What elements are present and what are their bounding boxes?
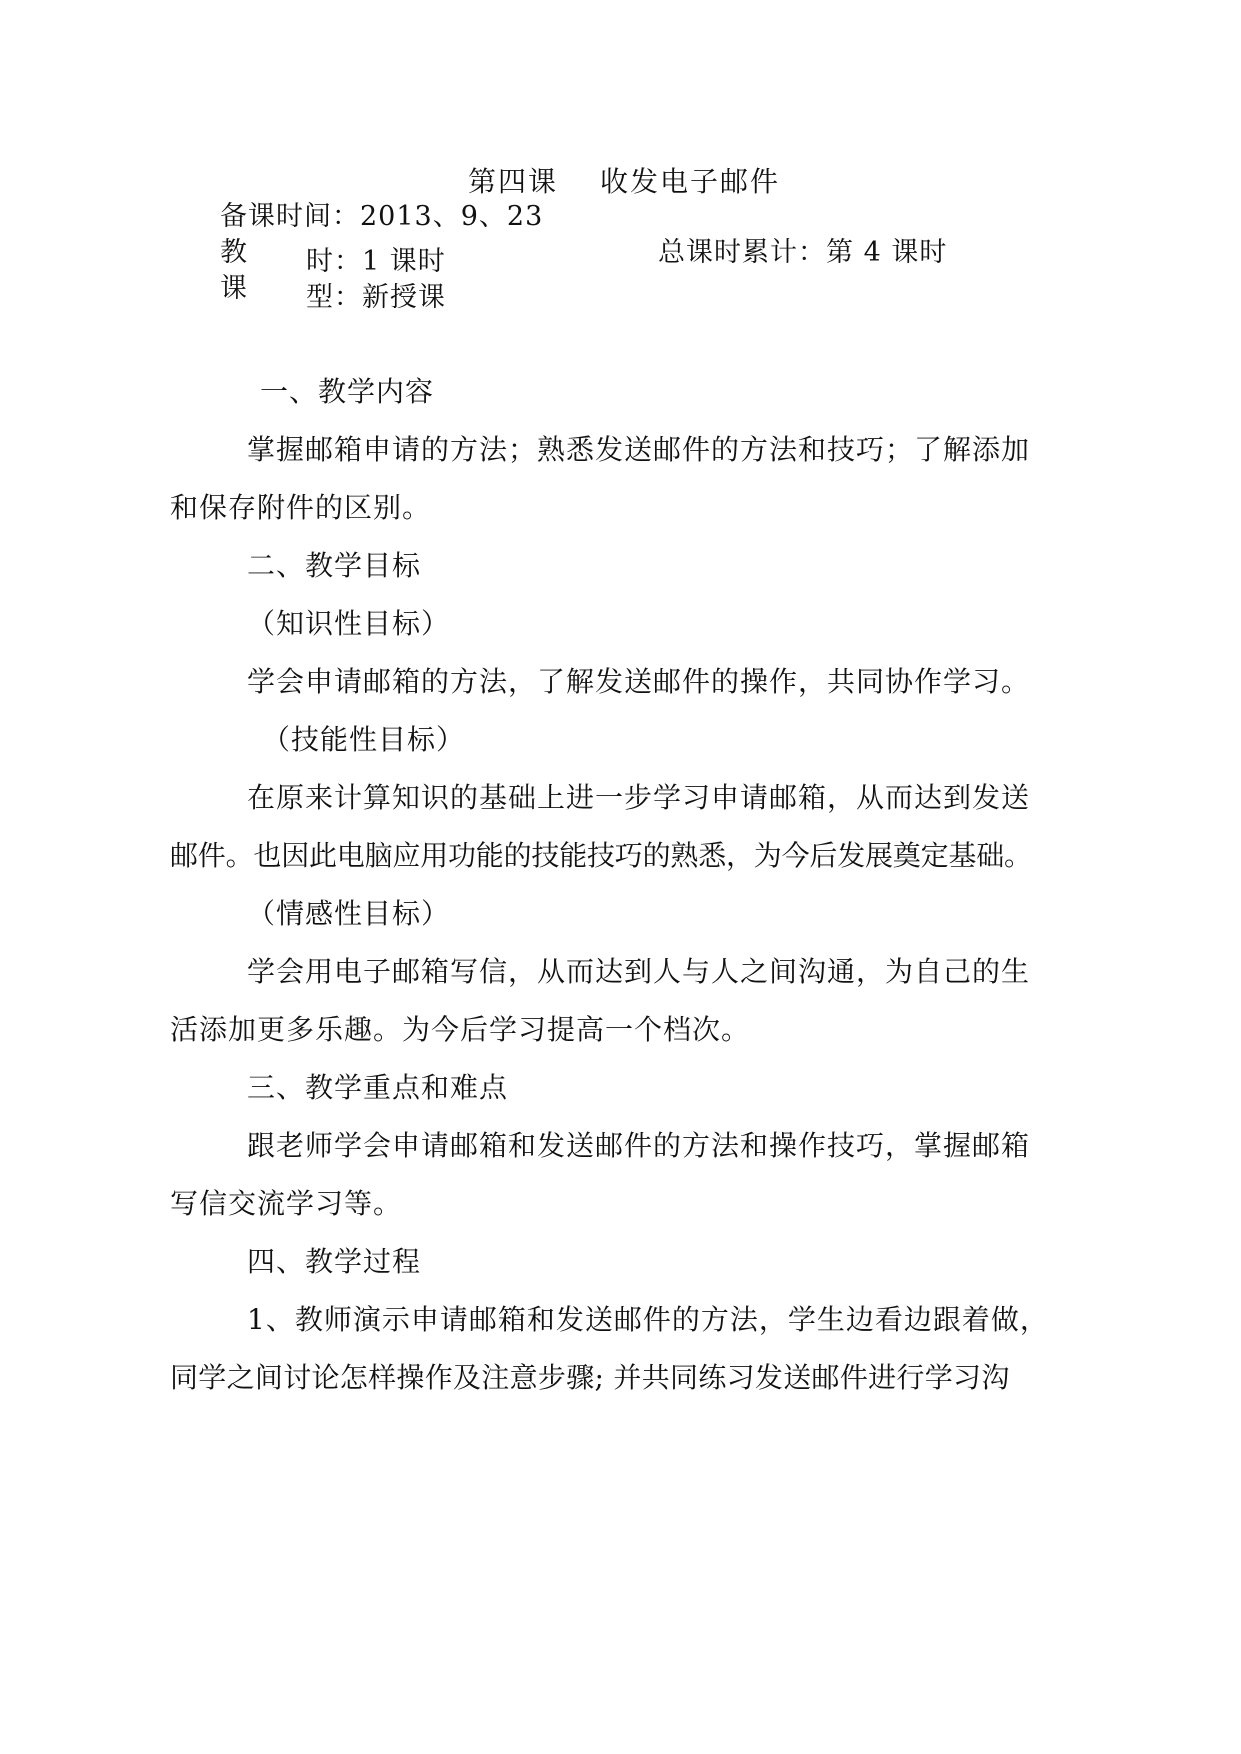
prep-time-value: 2013、9、23 xyxy=(360,201,544,232)
lesson-title: 收发电子邮件 xyxy=(600,165,781,198)
skill-objective-line-1: 在原来计算知识的基础上进一步学习申请邮箱，从而达到发送 xyxy=(247,781,1031,814)
class-hours-value: 1 课时 xyxy=(362,246,446,277)
prep-time-line xyxy=(220,200,543,234)
emotion-objective-line-1: 学会用电子邮箱写信，从而达到人与人之间沟通，为自己的生 xyxy=(247,955,1031,988)
key-points-line-2: 写信交流学习等。 xyxy=(170,1187,403,1220)
emotion-objective-line-2: 活添加更多乐趣。为今后学习提高一个档次。 xyxy=(170,1013,751,1046)
lesson-type-label-tail: 型： xyxy=(306,282,362,313)
content-paragraph-line-1: 掌握邮箱申请的方法；熟悉发送邮件的方法和技巧；了解添加 xyxy=(247,433,1031,466)
skill-objective-heading: （技能性目标） xyxy=(262,723,466,756)
total-hours: 总课时累计：第 4 课时 xyxy=(658,237,948,268)
process-line-1: 1、教师演示申请邮箱和发送邮件的方法，学生边看边跟着做， xyxy=(247,1303,1049,1336)
content-paragraph-line-2: 和保存附件的区别。 xyxy=(170,491,432,524)
lesson-type-value: 新授课 xyxy=(362,282,446,313)
section-heading-key-points: 三、教学重点和难点 xyxy=(247,1071,509,1104)
lesson-type-line xyxy=(220,272,446,315)
process-line-2: 同学之间讨论怎样操作及注意步骤; 并共同练习发送邮件进行学习沟 xyxy=(170,1361,1010,1394)
knowledge-objective-heading: （知识性目标） xyxy=(247,607,451,640)
knowledge-objective-text: 学会申请邮箱的方法，了解发送邮件的操作，共同协作学习。 xyxy=(247,665,1031,698)
section-heading-objectives: 二、教学目标 xyxy=(247,549,422,582)
emotion-objective-heading: （情感性目标） xyxy=(247,897,451,930)
skill-objective-line-2: 邮件。也因此电脑应用功能的技能技巧的熟悉，为今后发展奠定基础。 xyxy=(170,839,1032,872)
prep-time-label: 备课时间： xyxy=(220,201,360,232)
lesson-number: 第四课 xyxy=(468,165,559,198)
class-hours-label-tail: 时： xyxy=(306,246,362,277)
section-heading-process: 四、教学过程 xyxy=(247,1245,422,1278)
lesson-type-label: 课 xyxy=(220,273,248,304)
class-hours-label: 教 xyxy=(220,237,248,268)
section-heading-content: 一、教学内容 xyxy=(260,375,435,408)
key-points-line-1: 跟老师学会申请邮箱和发送邮件的方法和操作技巧，掌握邮箱 xyxy=(247,1129,1031,1162)
page-title xyxy=(468,165,780,199)
